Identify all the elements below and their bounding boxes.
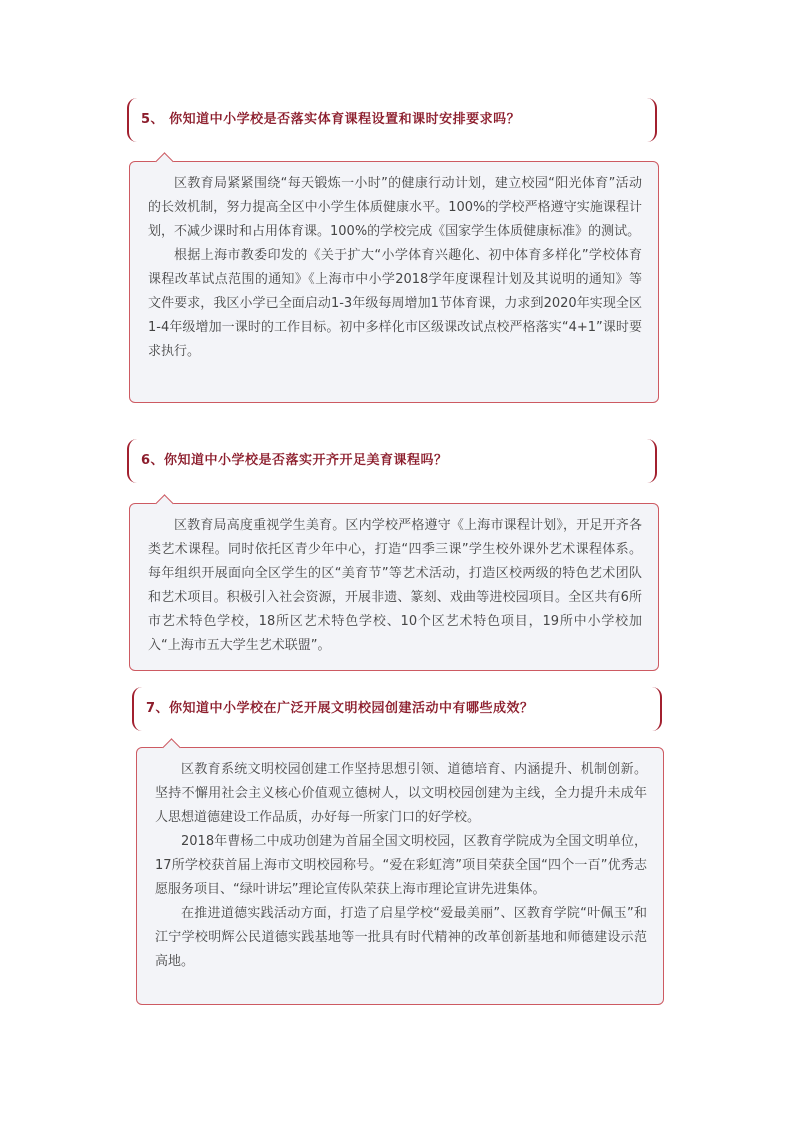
bracket-left [127, 439, 137, 483]
bracket-right [652, 687, 662, 731]
bracket-left [132, 687, 142, 731]
question-title: 6、你知道中小学校是否落实开齐开足美育课程吗？ [141, 453, 448, 468]
answer-paragraph: 在推进道德实践活动方面，打造了启星学校“爱最美丽”、区教育学院“叶佩玉”和江宁学校明辉公民道德实践基地等一批具有时代精神的改革创新基地和师德建设示范高地。 [155, 906, 647, 969]
answer-box [129, 161, 659, 403]
speech-notch [162, 738, 180, 756]
answer-paragraph: 区教育系统文明校园创建工作坚持思想引领、道德培育、内涵提升、机制创新。坚持不懈用社会主义核心价值观立德树人，以文明校园创建为主线，全力提升未成年人思想道德建设工作品质，办好每一所家门口的好学校。 [155, 762, 647, 825]
bracket-right [647, 98, 657, 142]
answer-paragraph: 2018年曹杨二中成功创建为首届全国文明校园，区教育学院成为全国文明单位，17所学校获首届上海市文明校园称号。“爱在彩虹湾”项目荣获全国“四个一百”优秀志愿服务项目、“绿叶讲坛”理论宣传队荣获上海市理论宣讲先进集体。 [155, 834, 647, 897]
question-title: 7、你知道中小学校在广泛开展文明校园创建活动中有哪些成效？ [146, 701, 534, 716]
answer-paragraph: 区教育局紧紧围绕“每天锻炼一小时”的健康行动计划，建立校园“阳光体育”活动的长效机制，努力提高全区中小学生体质健康水平。100%的学校严格遵守实施课程计划，不减少课时和占用体育课。100%的学校完成《国家学生体质健康标准》的测试。 [148, 176, 642, 239]
speech-notch [155, 494, 173, 512]
answer-box [136, 747, 664, 1005]
speech-notch [155, 152, 173, 170]
answer-paragraph: 区教育局高度重视学生美育。区内学校严格遵守《上海市课程计划》，开足开齐各类艺术课程。同时依托区青少年中心，打造“四季三课”学生校外课外艺术课程体系。每年组织开展面向全区学生的区“美育节”等艺术活动，打造区校两级的特色艺术团队和艺术项目。积极引入社会资源，开展非遗、篆刻、戏曲等进校园项目。全区共有6所市艺术特色学校，18所区艺术特色学校、10个区艺术特色项目，19所中小学校加入“上海市五大学生艺术联盟”。 [148, 518, 642, 653]
answer-paragraph: 根据上海市教委印发的《关于扩大“小学体育兴趣化、初中体育多样化”学校体育课程改革试点范围的通知》《上海市中小学2018学年度课程计划及其说明的通知》等文件要求，我区小学已全面启动1-3年级每周增加1节体育课，力求到2020年实现全区1-4年级增加一课时的工作目标。初中多样化市区级课改试点校严格落实“4+1”课时要求执行。 [148, 248, 642, 359]
answer-box [129, 503, 659, 671]
bracket-left [127, 98, 137, 142]
bracket-right [647, 439, 657, 483]
question-header [127, 98, 657, 142]
question-header [132, 687, 662, 731]
question-header [127, 439, 657, 483]
question-title: 5、 你知道中小学校是否落实体育课程设置和课时安排要求吗？ [141, 112, 521, 127]
